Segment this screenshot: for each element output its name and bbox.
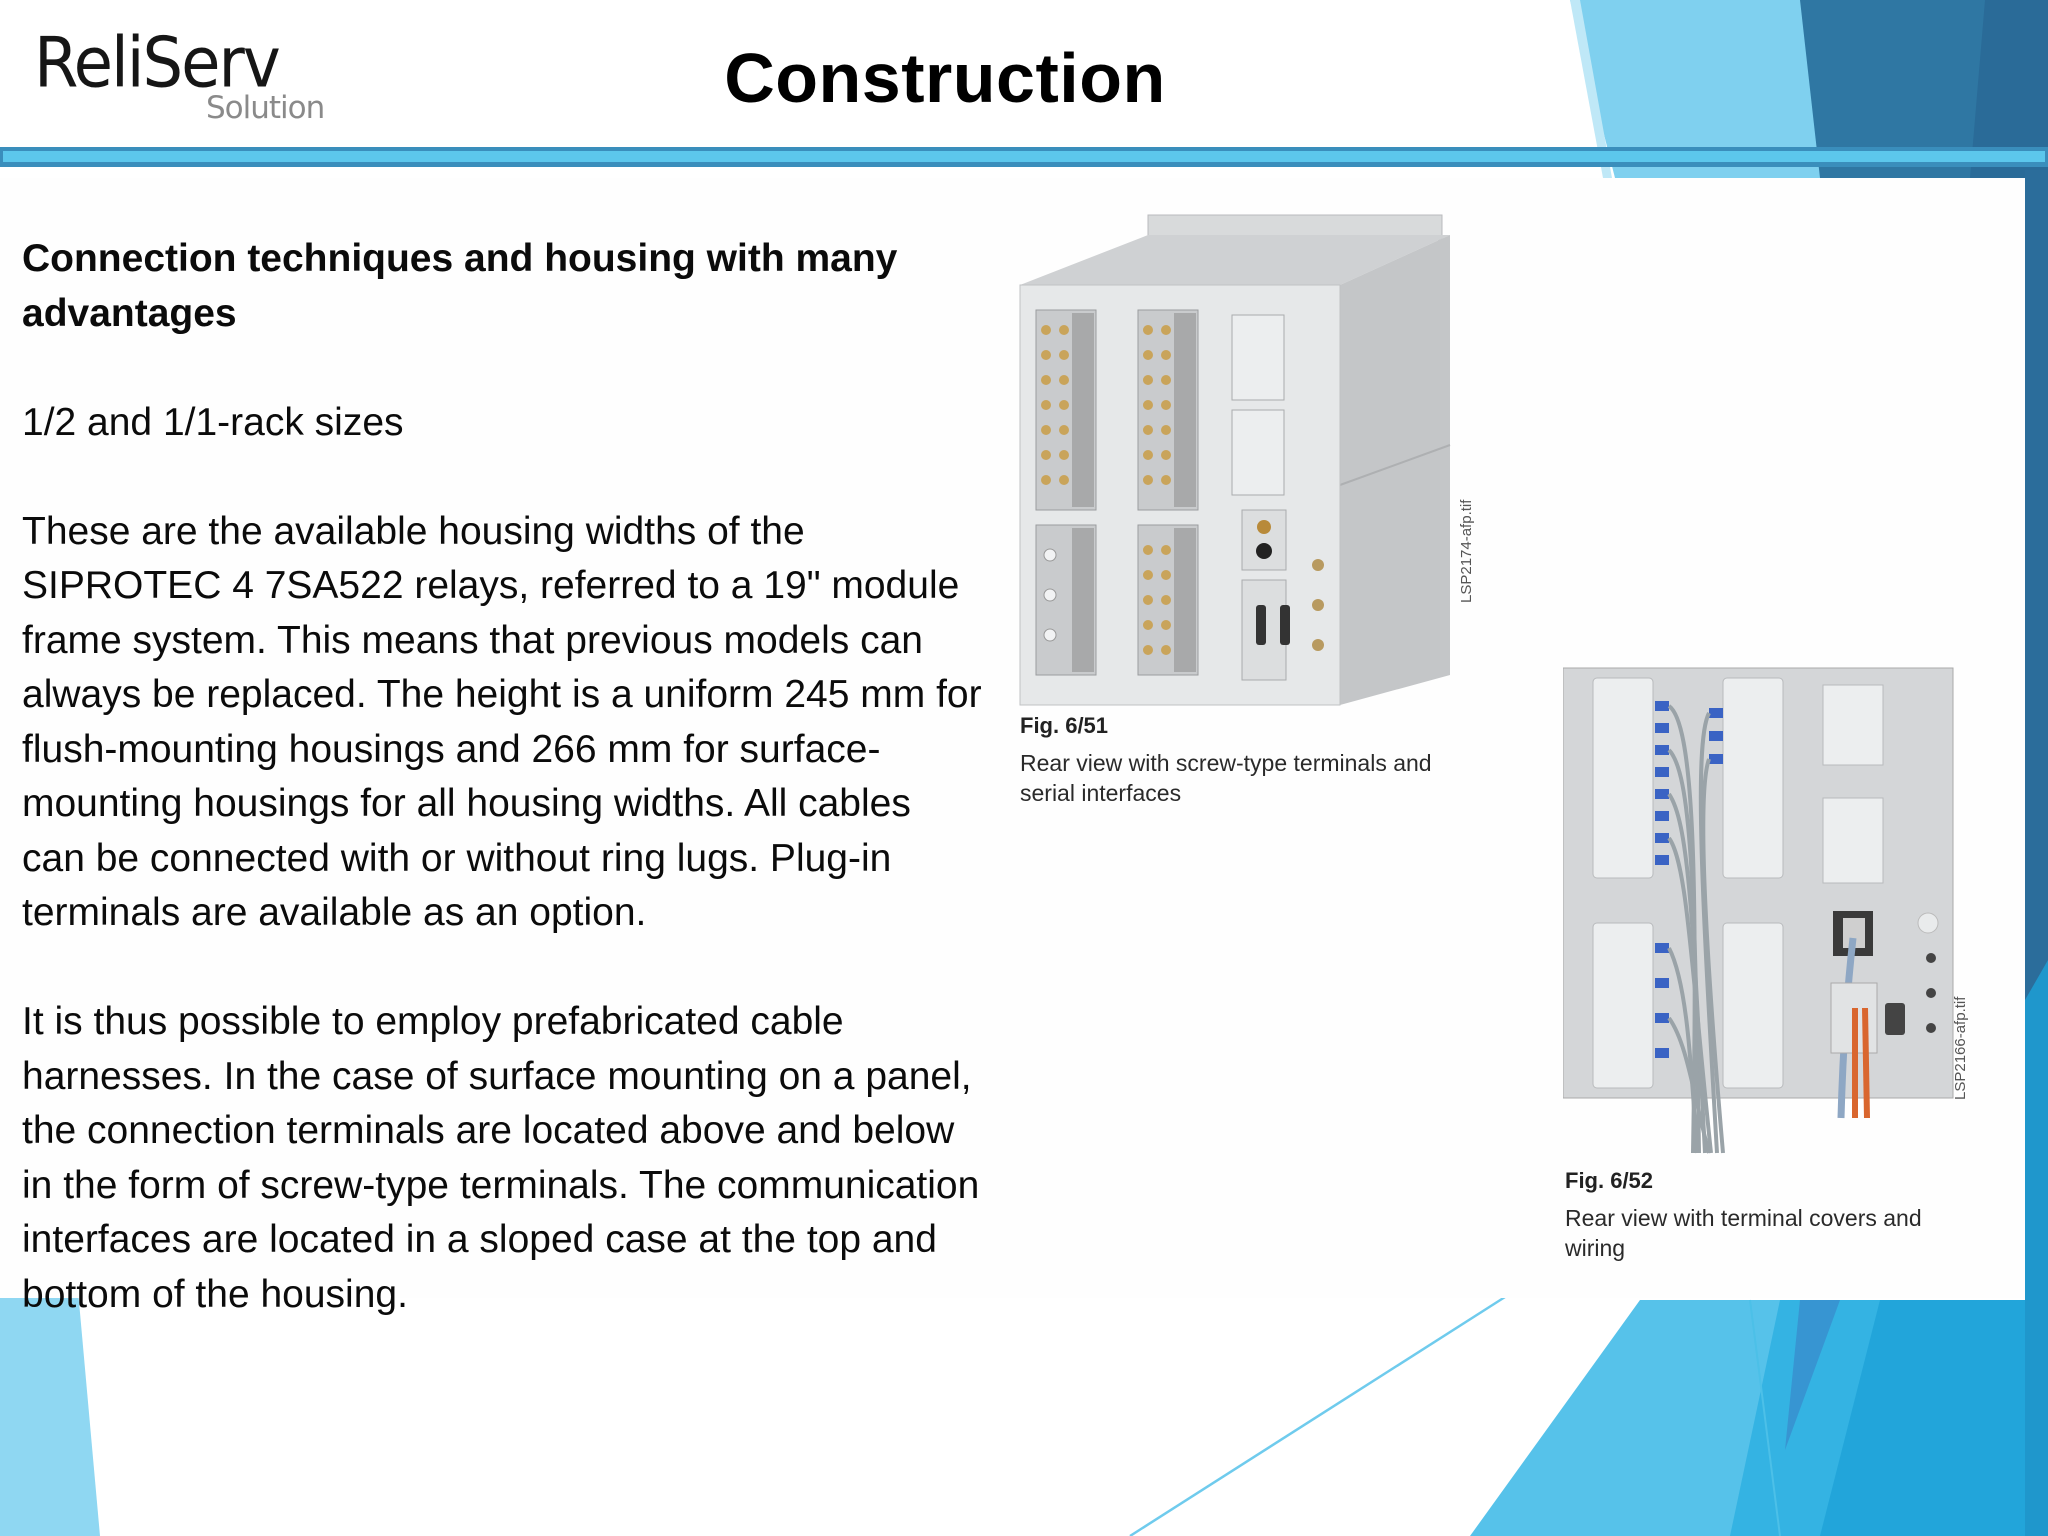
figure-6-52 [1555,655,1970,1270]
logo-subtitle: Solution [206,90,325,126]
figure-caption: Rear view with terminal covers and wiring [1565,1205,1922,1261]
spacer [22,450,982,505]
relay-rear-screw-terminals-photo [1010,205,1480,710]
logo-wordmark: ReliServ [34,24,279,104]
body-paragraph-1: These are the available housing widths of the SIPROTEC 4 7SA522 relays, referred to a 19" module frame system. This means that previous models can always be replaced. The height is a uniform 245 mm for flush-mounting housings and 266 mm for surface-mounting housings for all housing widths. All cables can be connected with or without ring lugs. Plug-in terminals are available as an option. [22,509,982,934]
reliserv-logo [28,24,328,134]
section-subheading: 1/2 and 1/1-rack sizes [22,400,404,444]
body-paragraph-2: It is thus possible to employ prefabricated cable harnesses. In the case of surface mounting on a panel, the connection terminals are located above and below in the form of screw-type terminals. The communication interfaces are located in a sloped case at the top and bottom of the housing. [22,1000,980,1316]
slide-title: Construction [724,39,1166,117]
spacer [22,341,982,396]
body-text-block [22,232,982,1322]
header-divider-inner [3,151,2045,162]
figure-6-51 [1010,205,1490,815]
file-tag-lsp2166: LSP2166-afp.tif [1952,996,1969,1100]
relay-rear-terminal-covers-wiring-photo [1563,663,1968,1158]
figure-label: Fig. 6/51 [1020,713,1109,738]
figure-label: Fig. 6/52 [1565,1168,1654,1193]
figure-caption: Rear view with screw-type terminals and serial interfaces [1020,750,1432,806]
section-heading: Connection techniques and housing with many advantages [22,237,898,335]
header-divider [0,147,2048,167]
file-tag-lsp2174: LSP2174-afp.tif [1458,499,1475,603]
spacer [22,941,982,996]
